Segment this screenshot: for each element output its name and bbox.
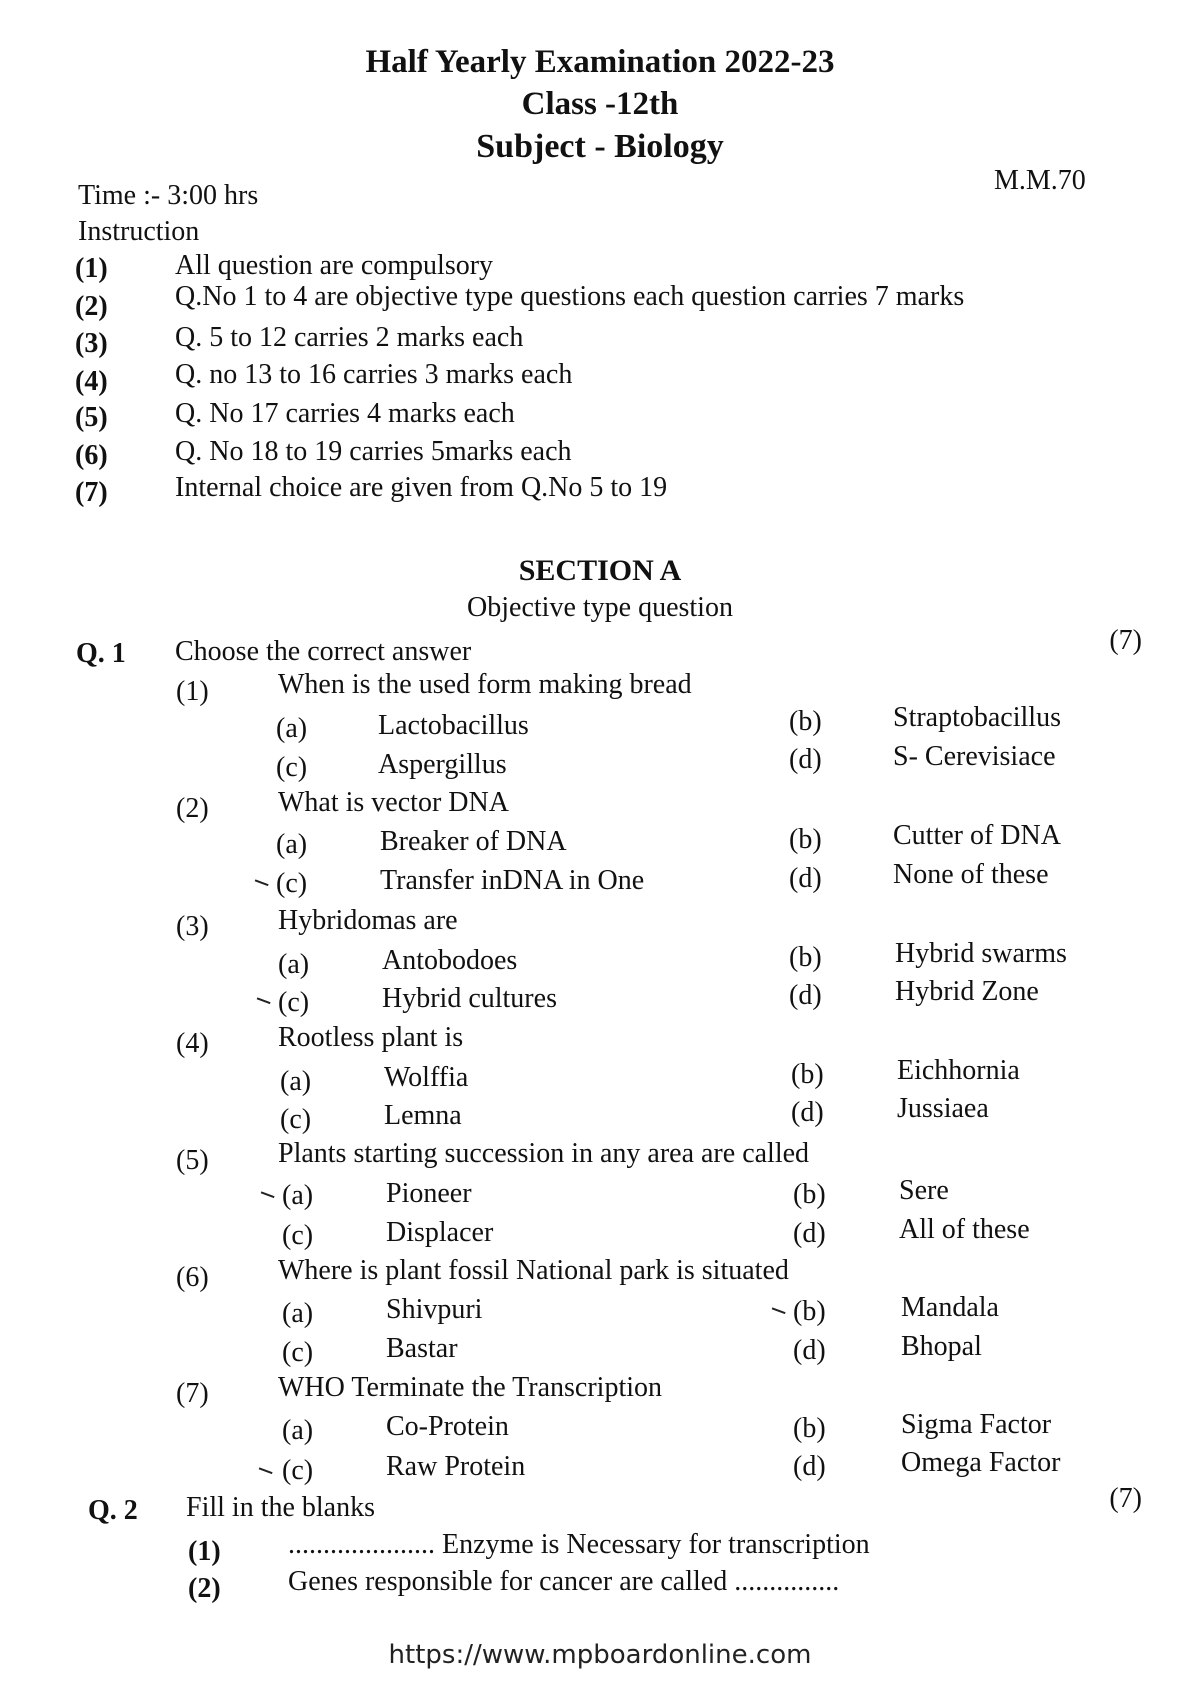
subquestion-number: (5) — [176, 1145, 209, 1176]
option-text: Eichhornia — [897, 1055, 1020, 1086]
option-text: Bastar — [386, 1333, 458, 1364]
option-text: Wolffia — [384, 1062, 469, 1093]
option-text: Sigma Factor — [901, 1409, 1052, 1440]
option-text: All of these — [899, 1214, 1030, 1245]
subquestion-number: (7) — [176, 1378, 209, 1409]
question-number: Q. 1 — [76, 638, 126, 669]
instruction-number: (1) — [75, 253, 108, 284]
check-mark-icon — [772, 1300, 789, 1314]
option-label: (d) — [793, 1451, 826, 1482]
question-number: Q. 2 — [88, 1495, 138, 1526]
subquestion-stem: What is vector DNA — [278, 787, 509, 818]
option-label: (d) — [789, 744, 822, 775]
section-subtitle: Objective type question — [467, 592, 733, 623]
option-label: (a) — [276, 829, 308, 860]
option-label: (a) — [282, 1298, 314, 1329]
time-label: Time :- 3:00 hrs — [78, 180, 259, 211]
option-text: Hybrid cultures — [382, 983, 557, 1014]
subquestion-stem: When is the used form making bread — [278, 669, 692, 700]
option-text: Hybrid swarms — [895, 938, 1067, 969]
option-text: Lemna — [384, 1100, 462, 1131]
option-label: (d) — [789, 863, 822, 894]
subquestion-stem: WHO Terminate the Transcription — [278, 1372, 663, 1403]
instruction-number: (3) — [75, 328, 108, 359]
instruction-text: All question are compulsory — [175, 250, 494, 281]
option-text: Raw Protein — [386, 1451, 526, 1482]
subquestion-stem: Rootless plant is — [278, 1022, 464, 1053]
option-text: Antobodoes — [382, 945, 518, 976]
exam-title: Half Yearly Examination 2022-23 — [365, 44, 835, 80]
instruction-text: Q. No 18 to 19 carries 5marks each — [175, 436, 572, 467]
check-mark-icon — [261, 1184, 278, 1198]
option-label: (a) — [276, 713, 308, 744]
option-label: (c) — [282, 1220, 314, 1251]
option-label: (b) — [789, 824, 822, 855]
class-line: Class -12th — [521, 86, 679, 122]
instruction-number: (5) — [75, 402, 108, 433]
subquestion-number: (6) — [176, 1262, 209, 1293]
option-text: None of these — [893, 859, 1049, 890]
instruction-text: Internal choice are given from Q.No 5 to 19 — [175, 472, 668, 503]
question-text: Choose the correct answer — [175, 636, 472, 667]
option-label: (b) — [789, 706, 822, 737]
option-text: S- Cerevisiace — [893, 741, 1056, 772]
option-text: Sere — [899, 1175, 949, 1206]
option-label: (d) — [789, 980, 822, 1011]
fill-blank-text: ..................... Enzyme is Necessary for transcription — [288, 1529, 870, 1560]
option-text: Aspergillus — [378, 749, 507, 780]
subquestion-number: (2) — [188, 1573, 221, 1604]
option-text: Breaker of DNA — [380, 826, 567, 857]
option-text: Transfer inDNA in One — [380, 865, 645, 896]
option-text: Pioneer — [386, 1178, 472, 1209]
question-text: Fill in the blanks — [186, 1492, 375, 1523]
option-text: Cutter of DNA — [893, 820, 1061, 851]
subquestion-number: (1) — [188, 1536, 221, 1567]
section-title: SECTION A — [518, 554, 682, 587]
option-label: (b) — [793, 1179, 826, 1210]
option-label: (d) — [793, 1335, 826, 1366]
option-label: (a) — [282, 1415, 314, 1446]
option-text: Displacer — [386, 1217, 494, 1248]
option-text: Mandala — [901, 1292, 999, 1323]
instruction-text: Q. no 13 to 16 carries 3 marks each — [175, 359, 573, 390]
subquestion-stem: Where is plant fossil National park is situated — [278, 1255, 789, 1286]
check-mark-icon — [255, 872, 272, 886]
instruction-heading: Instruction — [78, 216, 200, 247]
option-label: (c) — [278, 987, 310, 1018]
check-mark-icon — [257, 990, 274, 1004]
option-label: (b) — [791, 1059, 824, 1090]
option-label: (c) — [276, 752, 308, 783]
option-text: Jussiaea — [897, 1093, 989, 1124]
instruction-number: (7) — [75, 477, 108, 508]
instruction-text: Q. 5 to 12 carries 2 marks each — [175, 322, 524, 353]
question-marks: (7) — [1109, 625, 1142, 656]
option-label: (c) — [276, 868, 308, 899]
option-label: (b) — [793, 1296, 826, 1327]
instruction-number: (4) — [75, 366, 108, 397]
option-label: (c) — [280, 1104, 312, 1135]
subquestion-stem: Plants starting succession in any area are called — [278, 1138, 810, 1169]
option-text: Co-Protein — [386, 1411, 509, 1442]
subject-line: Subject - Biology — [476, 128, 724, 165]
check-mark-icon — [259, 1460, 276, 1474]
subquestion-number: (3) — [176, 911, 209, 942]
max-marks: M.M.70 — [994, 165, 1086, 196]
instruction-number: (6) — [75, 440, 108, 471]
option-text: Bhopal — [901, 1331, 982, 1362]
option-text: Hybrid Zone — [895, 976, 1039, 1007]
option-text: Lactobacillus — [378, 710, 529, 741]
question-marks: (7) — [1109, 1483, 1142, 1514]
option-text: Omega Factor — [901, 1447, 1061, 1478]
option-label: (a) — [282, 1180, 314, 1211]
subquestion-number: (4) — [176, 1028, 209, 1059]
source-url: https://www.mpboardonline.com — [388, 1640, 812, 1670]
option-label: (d) — [791, 1097, 824, 1128]
option-label: (c) — [282, 1337, 314, 1368]
option-label: (d) — [793, 1218, 826, 1249]
option-label: (b) — [789, 942, 822, 973]
option-text: Straptobacillus — [893, 702, 1061, 733]
instruction-number: (2) — [75, 291, 108, 322]
subquestion-stem: Hybridomas are — [278, 905, 458, 936]
instruction-text: Q.No 1 to 4 are objective type questions each question carries 7 marks — [175, 281, 965, 312]
fill-blank-text: Genes responsible for cancer are called ............... — [288, 1566, 840, 1597]
option-label: (b) — [793, 1413, 826, 1444]
option-label: (a) — [278, 949, 310, 980]
subquestion-number: (1) — [176, 676, 209, 707]
instruction-text: Q. No 17 carries 4 marks each — [175, 398, 515, 429]
option-label: (c) — [282, 1455, 314, 1486]
subquestion-number: (2) — [176, 793, 209, 824]
option-label: (a) — [280, 1066, 312, 1097]
option-text: Shivpuri — [386, 1294, 483, 1325]
